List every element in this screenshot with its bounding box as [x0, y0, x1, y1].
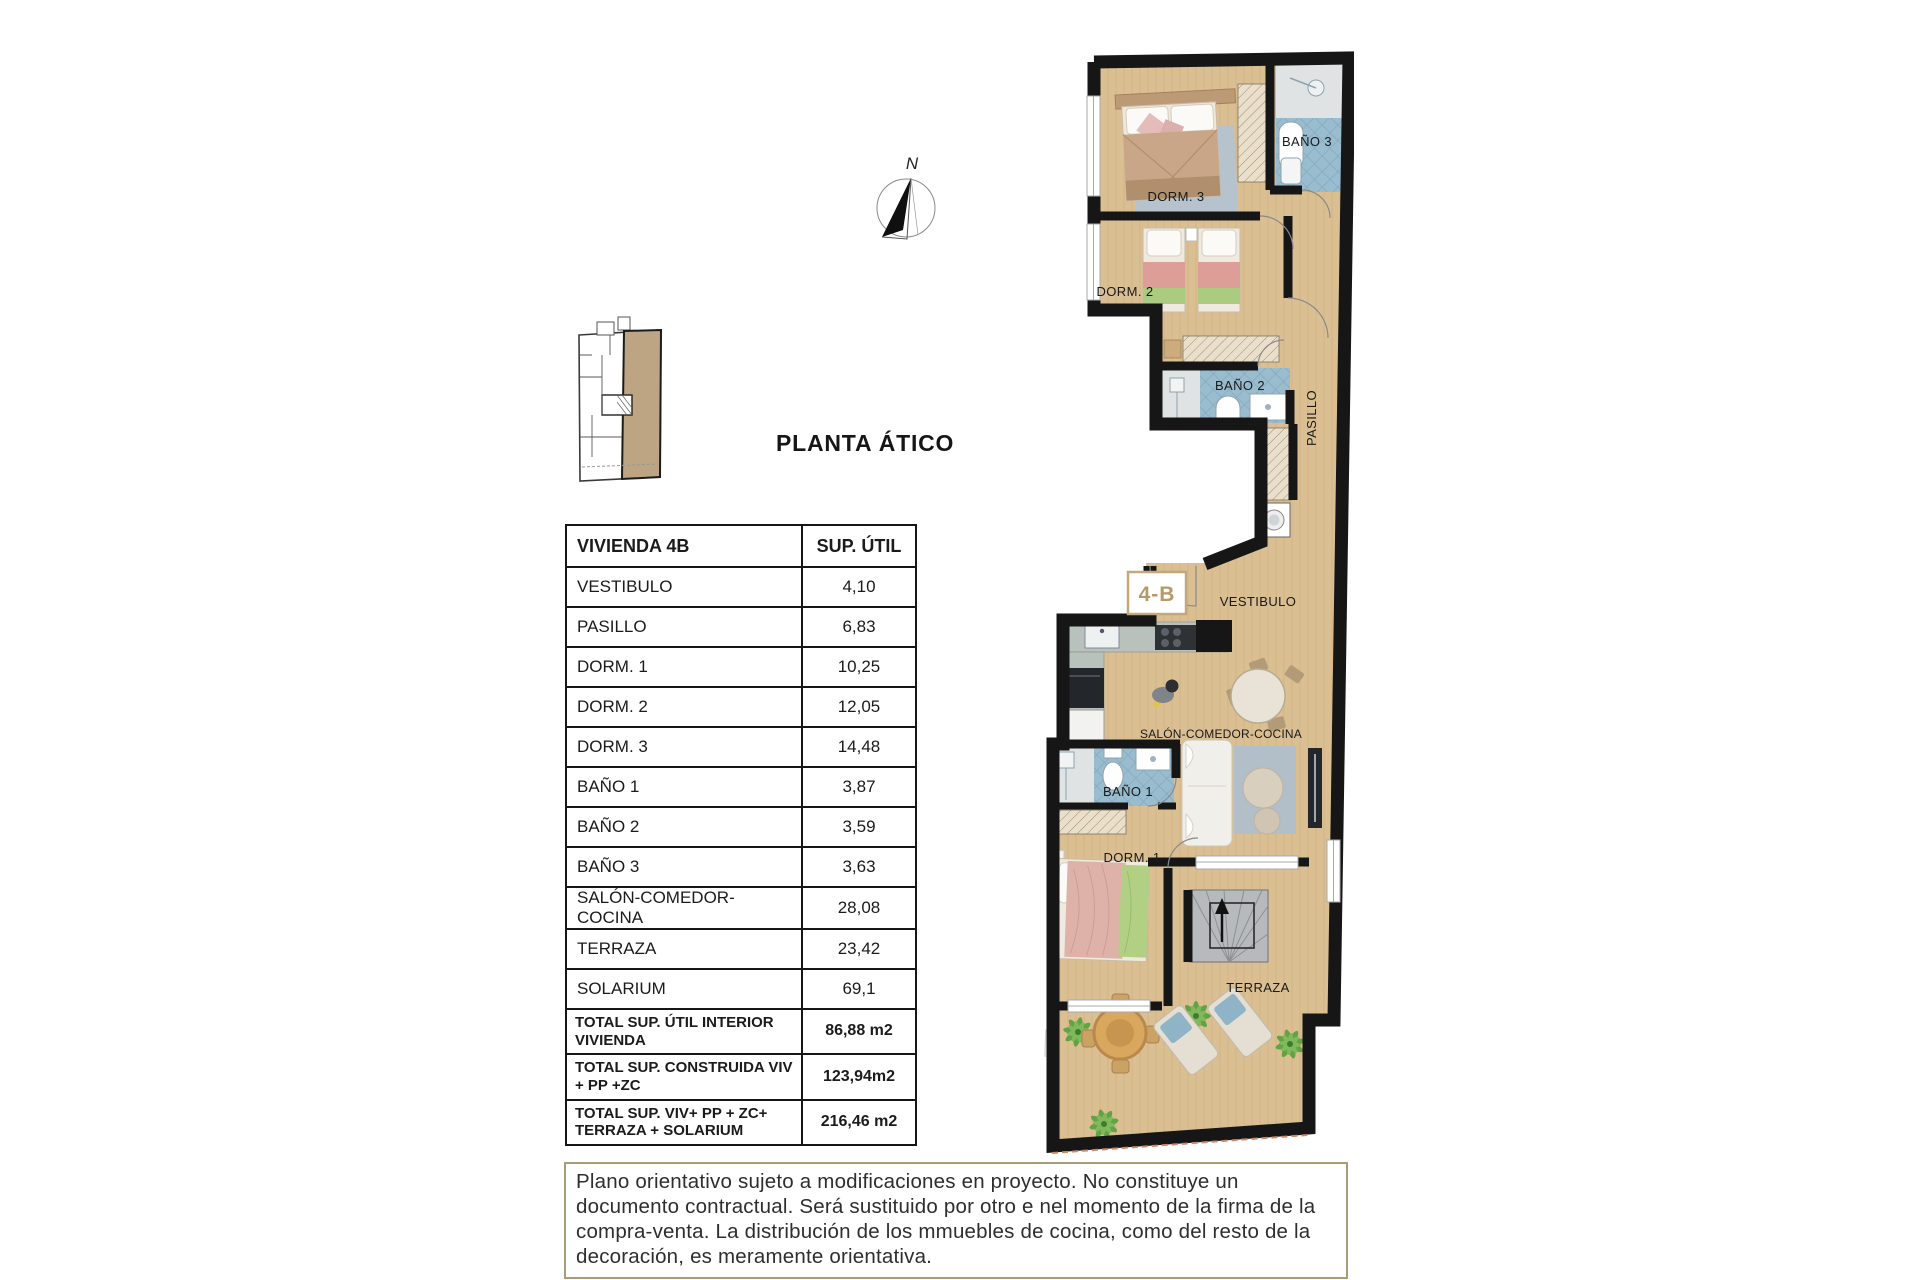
room-label-bano2: BAÑO 2 — [1214, 378, 1266, 393]
page-title: PLANTA ÁTICO — [776, 430, 955, 456]
row-label: BAÑO 3 — [566, 847, 802, 887]
room-label-dorm1: DORM. 1 — [1103, 850, 1161, 865]
row-value: 3,59 — [802, 807, 916, 847]
table-total-row — [566, 1100, 916, 1145]
tv-unit — [1308, 748, 1322, 828]
compass-north-label: N — [905, 154, 919, 173]
row-value: 69,1 — [802, 969, 916, 1009]
row-value: 3,63 — [802, 847, 916, 887]
table-row — [566, 727, 916, 767]
disclaimer-box: Plano orientativo sujeto a modificaciones en proyecto. No constituye un documento contractual. Será sustituido por otro e nel momento de la firma de la compra-venta. La distribución de los mmuebles de cocina, como del resto de la decoración, es meramente orientativa. — [564, 1162, 1348, 1279]
row-label: BAÑO 1 — [566, 767, 802, 807]
table-row — [566, 807, 916, 847]
building-thumbnail — [570, 315, 670, 487]
row-value: 14,48 — [802, 727, 916, 767]
unit-badge-label: 4-B — [1138, 583, 1176, 606]
room-label-terraza: TERRAZA — [1226, 980, 1290, 995]
total-value: 216,46 m2 — [802, 1100, 916, 1145]
row-label: DORM. 3 — [566, 727, 802, 767]
floor-plan — [1038, 50, 1354, 1158]
bedroom-1-wardrobe — [1052, 810, 1126, 834]
table-total-row — [566, 1054, 916, 1099]
table-row — [566, 687, 916, 727]
table-header-value: SUP. ÚTIL — [802, 525, 916, 567]
row-value: 6,83 — [802, 607, 916, 647]
areas-table — [565, 524, 917, 1146]
table-row — [566, 887, 916, 929]
bathroom-2 — [1160, 368, 1290, 423]
compass-rose — [858, 145, 958, 250]
row-label: PASILLO — [566, 607, 802, 647]
room-label-bano3: BAÑO 3 — [1281, 134, 1333, 149]
room-label-salon: SALÓN-COMEDOR-COCINA — [1139, 727, 1303, 741]
row-value: 10,25 — [802, 647, 916, 687]
row-label: BAÑO 2 — [566, 807, 802, 847]
room-label-bano1: BAÑO 1 — [1102, 784, 1154, 799]
row-value: 28,08 — [802, 887, 916, 929]
room-label-pasillo: PASILLO — [1304, 389, 1319, 447]
table-row — [566, 969, 916, 1009]
row-label: SALÓN-COMEDOR-COCINA — [566, 887, 802, 929]
table-header-name: VIVIENDA 4B — [566, 525, 802, 567]
table-row — [566, 567, 916, 607]
table-total-row — [566, 1009, 916, 1054]
row-label: VESTIBULO — [566, 567, 802, 607]
stairs — [1190, 890, 1268, 962]
bedroom-3-wardrobe — [1238, 84, 1268, 182]
row-label: DORM. 1 — [566, 647, 802, 687]
unit-badge — [1128, 572, 1186, 614]
row-label: DORM. 2 — [566, 687, 802, 727]
total-label: TOTAL SUP. ÚTIL INTERIOR VIVIENDA — [566, 1009, 802, 1054]
room-label-vestibulo: VESTIBULO — [1219, 594, 1297, 609]
total-label: TOTAL SUP. CONSTRUIDA VIV + PP +ZC — [566, 1054, 802, 1099]
room-label-dorm3: DORM. 3 — [1147, 189, 1205, 204]
row-label: TERRAZA — [566, 929, 802, 969]
table-row — [566, 847, 916, 887]
room-label-dorm2: DORM. 2 — [1096, 284, 1154, 299]
living-rug — [1234, 746, 1296, 834]
row-value: 12,05 — [802, 687, 916, 727]
total-value: 86,88 m2 — [802, 1009, 916, 1054]
total-value: 123,94m2 — [802, 1054, 916, 1099]
sofa — [1182, 740, 1232, 846]
row-value: 3,87 — [802, 767, 916, 807]
table-row — [566, 647, 916, 687]
table-row — [566, 767, 916, 807]
total-label: TOTAL SUP. VIV+ PP + ZC+ TERRAZA + SOLARIUM — [566, 1100, 802, 1145]
table-row — [566, 607, 916, 647]
bathroom-3 — [1276, 62, 1346, 192]
table-row — [566, 929, 916, 969]
row-value: 23,42 — [802, 929, 916, 969]
row-label: SOLARIUM — [566, 969, 802, 1009]
table-header-row — [566, 525, 916, 567]
row-value: 4,10 — [802, 567, 916, 607]
